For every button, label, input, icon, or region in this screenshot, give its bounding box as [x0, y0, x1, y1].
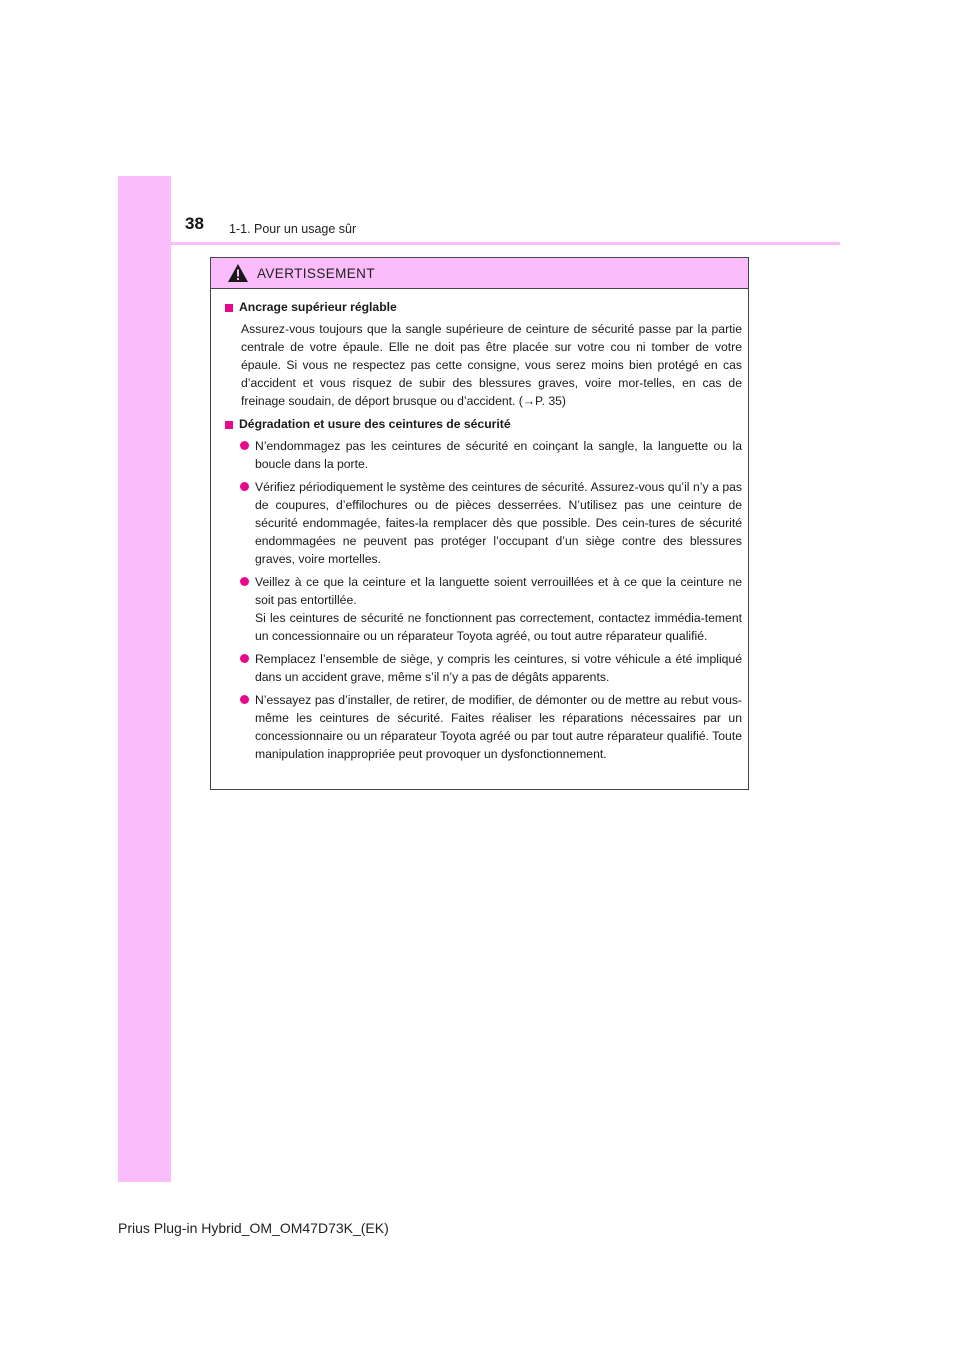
- list-item-text: Vérifiez périodiquement le système des ceintures de sécurité. Assurez-vous qu’il n’y a pas de coupures, d’effilochures ou de pièces desserrées. N’utilisez pas une ceinture de sécurité endommagée, faites-la remplacer dès que possible. Des cein-tures de sécurité endommagées ne peuvent pas protéger l’occupant d’un siège contre des blessures graves, voire mortelles.: [255, 480, 742, 566]
- bullet-dot-icon: [240, 695, 249, 704]
- list-item: [225, 691, 742, 763]
- page-number: 38: [185, 214, 204, 233]
- bullet-dot-icon: [240, 482, 249, 491]
- warning-box: [210, 257, 749, 790]
- bullet-list: [225, 437, 742, 763]
- square-bullet-icon: [225, 304, 233, 312]
- warning-body: [211, 289, 748, 763]
- bullet-dot-icon: [240, 654, 249, 663]
- warning-title: AVERTISSEMENT: [257, 265, 375, 281]
- list-item: [225, 650, 742, 686]
- section-paragraph: [225, 320, 742, 410]
- list-item-text: N’essayez pas d’installer, de retirer, de modifier, de démonter ou de mettre au rebut vous-même les ceintures de sécurité. Faites réaliser les réparations nécessaires par un concessionnaire ou un réparateur Toyota agréé ou par tout autre réparateur qualifié. Toute manipulation inappropriée peut provoquer un dysfonctionnement.: [255, 693, 742, 761]
- list-item: [225, 573, 742, 645]
- square-bullet-icon: [225, 421, 233, 429]
- list-item-text: Remplacez l’ensemble de siège, y compris les ceintures, si votre véhicule a été impliqué dans un accident grave, même s’il n’y a pas de dégâts apparents.: [255, 652, 742, 684]
- list-item-text: Veillez à ce que la ceinture et la languette soient verrouillées et à ce que la ceinture ne soit pas entortillée.: [255, 575, 742, 607]
- chapter-title: 1-1. Pour un usage sûr: [229, 222, 357, 236]
- bullet-dot-icon: [240, 441, 249, 450]
- warning-triangle-icon: [227, 263, 249, 283]
- side-band: [118, 176, 171, 1182]
- section-heading-text: Dégradation et usure des ceintures de sécurité: [239, 417, 511, 431]
- warning-header: [211, 258, 748, 289]
- list-item: [225, 437, 742, 473]
- section-heading: [225, 416, 742, 433]
- list-item: [225, 478, 742, 568]
- section-heading-text: Ancrage supérieur réglable: [239, 300, 397, 314]
- header-rule: [118, 242, 840, 245]
- list-item-text: N’endommagez pas les ceintures de sécurité en coinçant la sangle, la languette ou la boucle dans la porte.: [255, 439, 742, 471]
- paragraph-text: Assurez-vous toujours que la sangle supérieure de ceinture de sécurité passe par la partie centrale de votre épaule. Elle ne doit pas être placée sur votre cou ni tomber de votre épaule. Si vous ne respectez pas cette consigne, vous serez moins bien protégé en cas d’accident et vous risquez de subir des blessures graves, voire mor-telles, en cas de freinage soudain, de déport brusque ou d’accident. (→P. 35): [241, 322, 742, 408]
- list-item-text-continued: Si les ceintures de sécurité ne fonctionnent pas correctement, contactez immédia-tement un concessionnaire ou un réparateur Toyota agréé, ou tout autre réparateur qualifié.: [255, 611, 742, 643]
- footer-label: Prius Plug-in Hybrid_OM_OM47D73K_(EK): [118, 1220, 389, 1236]
- section-heading: [225, 299, 742, 316]
- bullet-dot-icon: [240, 577, 249, 586]
